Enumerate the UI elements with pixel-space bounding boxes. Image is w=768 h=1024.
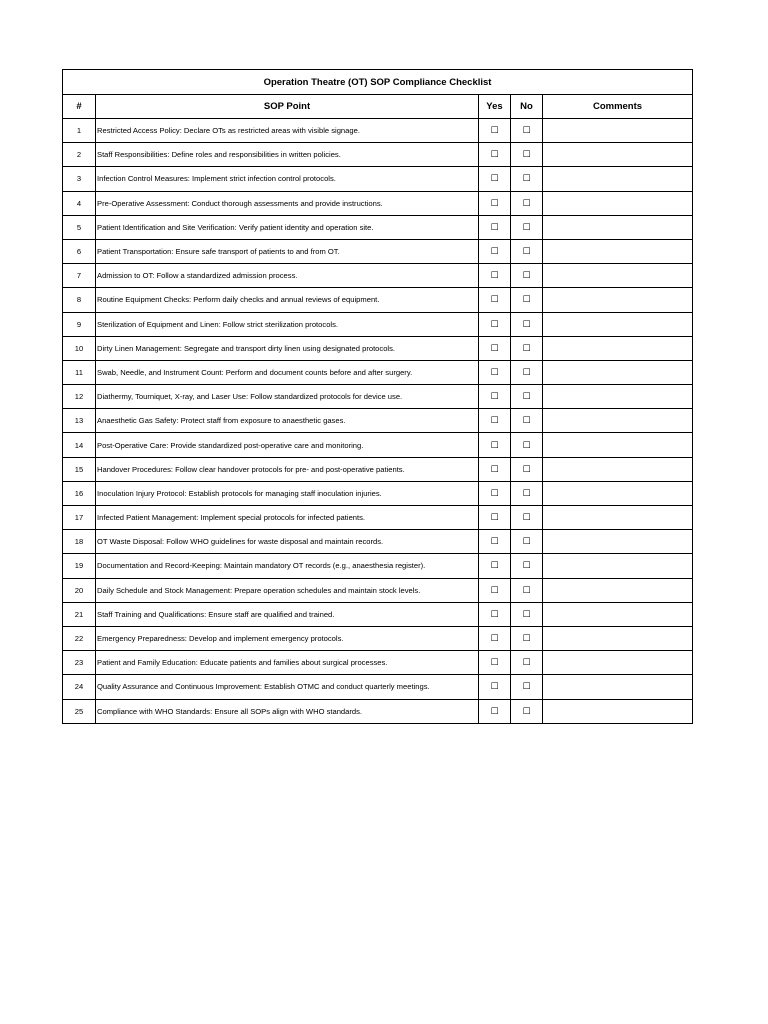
table-row [63,675,693,699]
yes-checkbox[interactable]: ☐ [479,675,511,699]
row-number: 18 [63,530,96,554]
sop-point-text: Admission to OT: Follow a standardized admission process. [96,264,479,288]
yes-checkbox[interactable]: ☐ [479,288,511,312]
yes-checkbox[interactable]: ☐ [479,336,511,360]
table-row [63,530,693,554]
sop-point-text: Staff Training and Qualifications: Ensure staff are qualified and trained. [96,602,479,626]
comments-cell[interactable] [543,675,693,699]
sop-point-text: Daily Schedule and Stock Management: Prepare operation schedules and maintain stock levels. [96,578,479,602]
sop-point-text: Post-Operative Care: Provide standardized post-operative care and monitoring. [96,433,479,457]
table-row [63,167,693,191]
row-number: 24 [63,675,96,699]
no-checkbox[interactable]: ☐ [511,651,543,675]
comments-cell[interactable] [543,167,693,191]
sop-point-text: OT Waste Disposal: Follow WHO guidelines for waste disposal and maintain records. [96,530,479,554]
row-number: 1 [63,119,96,143]
comments-cell[interactable] [543,578,693,602]
no-checkbox[interactable]: ☐ [511,119,543,143]
table-row [63,143,693,167]
row-number: 7 [63,264,96,288]
no-checkbox[interactable]: ☐ [511,239,543,263]
row-number: 5 [63,215,96,239]
comments-cell[interactable] [543,288,693,312]
yes-checkbox[interactable]: ☐ [479,119,511,143]
yes-checkbox[interactable]: ☐ [479,239,511,263]
row-number: 20 [63,578,96,602]
yes-checkbox[interactable]: ☐ [479,626,511,650]
row-number: 10 [63,336,96,360]
row-number: 14 [63,433,96,457]
comments-cell[interactable] [543,239,693,263]
no-checkbox[interactable]: ☐ [511,264,543,288]
no-checkbox[interactable]: ☐ [511,699,543,723]
row-number: 22 [63,626,96,650]
sop-point-text: Staff Responsibilities: Define roles and responsibilities in written policies. [96,143,479,167]
yes-checkbox[interactable]: ☐ [479,506,511,530]
table-row [63,191,693,215]
comments-cell[interactable] [543,360,693,384]
yes-checkbox[interactable]: ☐ [479,264,511,288]
table-row [63,626,693,650]
yes-checkbox[interactable]: ☐ [479,385,511,409]
sop-point-text: Diathermy, Tourniquet, X-ray, and Laser Use: Follow standardized protocols for device use. [96,385,479,409]
row-number: 15 [63,457,96,481]
no-checkbox[interactable]: ☐ [511,409,543,433]
yes-checkbox[interactable]: ☐ [479,457,511,481]
table-row [63,239,693,263]
checklist-title: Operation Theatre (OT) SOP Compliance Checklist [63,70,693,95]
comments-cell[interactable] [543,191,693,215]
table-row [63,360,693,384]
yes-checkbox[interactable]: ☐ [479,360,511,384]
table-row [63,602,693,626]
yes-checkbox[interactable]: ☐ [479,481,511,505]
row-number: 9 [63,312,96,336]
yes-checkbox[interactable]: ☐ [479,530,511,554]
checklist-rows [63,119,693,724]
sop-point-text: Handover Procedures: Follow clear handover protocols for pre- and post-operative patients. [96,457,479,481]
no-checkbox[interactable]: ☐ [511,626,543,650]
no-checkbox[interactable]: ☐ [511,506,543,530]
row-number: 12 [63,385,96,409]
row-number: 25 [63,699,96,723]
yes-checkbox[interactable]: ☐ [479,312,511,336]
no-checkbox[interactable]: ☐ [511,481,543,505]
sop-point-text: Patient Transportation: Ensure safe transport of patients to and from OT. [96,239,479,263]
table-row [63,409,693,433]
yes-checkbox[interactable]: ☐ [479,409,511,433]
no-checkbox[interactable]: ☐ [511,191,543,215]
comments-cell[interactable] [543,312,693,336]
comments-cell[interactable] [543,119,693,143]
sop-point-text: Restricted Access Policy: Declare OTs as restricted areas with visible signage. [96,119,479,143]
yes-checkbox[interactable]: ☐ [479,191,511,215]
comments-cell[interactable] [543,481,693,505]
sop-point-text: Infected Patient Management: Implement special protocols for infected patients. [96,506,479,530]
yes-checkbox[interactable]: ☐ [479,651,511,675]
row-number: 19 [63,554,96,578]
table-row [63,506,693,530]
yes-checkbox[interactable]: ☐ [479,433,511,457]
row-number: 21 [63,602,96,626]
checklist-sheet [62,69,693,724]
table-row [63,578,693,602]
comments-cell[interactable] [543,336,693,360]
table-row [63,385,693,409]
comments-cell[interactable] [543,409,693,433]
row-number: 13 [63,409,96,433]
comments-cell[interactable] [543,651,693,675]
yes-checkbox[interactable]: ☐ [479,167,511,191]
table-row [63,651,693,675]
no-checkbox[interactable]: ☐ [511,530,543,554]
yes-checkbox[interactable]: ☐ [479,602,511,626]
table-row [63,699,693,723]
checklist-table [62,69,693,724]
table-row [63,481,693,505]
row-number: 16 [63,481,96,505]
comments-cell[interactable] [543,554,693,578]
yes-checkbox[interactable]: ☐ [479,215,511,239]
yes-checkbox[interactable]: ☐ [479,554,511,578]
sop-point-text: Anaesthetic Gas Safety: Protect staff from exposure to anaesthetic gases. [96,409,479,433]
header-sop-point: SOP Point [96,95,479,119]
sop-point-text: Inoculation Injury Protocol: Establish protocols for managing staff inoculation injuries. [96,481,479,505]
sop-point-text: Patient and Family Education: Educate patients and families about surgical processes. [96,651,479,675]
yes-checkbox[interactable]: ☐ [479,143,511,167]
row-number: 11 [63,360,96,384]
table-row [63,264,693,288]
table-row [63,288,693,312]
table-row [63,433,693,457]
comments-cell[interactable] [543,699,693,723]
no-checkbox[interactable]: ☐ [511,554,543,578]
row-number: 2 [63,143,96,167]
no-checkbox[interactable]: ☐ [511,215,543,239]
sop-point-text: Patient Identification and Site Verification: Verify patient identity and operation site. [96,215,479,239]
no-checkbox[interactable]: ☐ [511,457,543,481]
table-row [63,336,693,360]
no-checkbox[interactable]: ☐ [511,288,543,312]
row-number: 23 [63,651,96,675]
row-number: 6 [63,239,96,263]
comments-cell[interactable] [543,264,693,288]
header-row [63,95,693,119]
no-checkbox[interactable]: ☐ [511,385,543,409]
no-checkbox[interactable]: ☐ [511,433,543,457]
no-checkbox[interactable]: ☐ [511,578,543,602]
table-row [63,457,693,481]
table-row [63,554,693,578]
sop-point-text: Documentation and Record-Keeping: Maintain mandatory OT records (e.g., anaesthesia register). [96,554,479,578]
row-number: 3 [63,167,96,191]
header-yes: Yes [479,95,511,119]
sop-point-text: Dirty Linen Management: Segregate and transport dirty linen using designated protocols. [96,336,479,360]
sop-point-text: Pre-Operative Assessment: Conduct thorough assessments and provide instructions. [96,191,479,215]
table-row [63,119,693,143]
table-row [63,215,693,239]
sop-point-text: Emergency Preparedness: Develop and implement emergency protocols. [96,626,479,650]
comments-cell[interactable] [543,626,693,650]
no-checkbox[interactable]: ☐ [511,360,543,384]
no-checkbox[interactable]: ☐ [511,167,543,191]
comments-cell[interactable] [543,433,693,457]
row-number: 4 [63,191,96,215]
comments-cell[interactable] [543,506,693,530]
comments-cell[interactable] [543,143,693,167]
comments-cell[interactable] [543,602,693,626]
yes-checkbox[interactable]: ☐ [479,578,511,602]
sop-point-text: Sterilization of Equipment and Linen: Follow strict sterilization protocols. [96,312,479,336]
header-no: No [511,95,543,119]
no-checkbox[interactable]: ☐ [511,143,543,167]
yes-checkbox[interactable]: ☐ [479,699,511,723]
sop-point-text: Swab, Needle, and Instrument Count: Perform and document counts before and after surgery. [96,360,479,384]
table-row [63,312,693,336]
sop-point-text: Routine Equipment Checks: Perform daily checks and annual reviews of equipment. [96,288,479,312]
header-number: # [63,95,96,119]
comments-cell[interactable] [543,457,693,481]
comments-cell[interactable] [543,385,693,409]
comments-cell[interactable] [543,215,693,239]
no-checkbox[interactable]: ☐ [511,336,543,360]
row-number: 8 [63,288,96,312]
no-checkbox[interactable]: ☐ [511,602,543,626]
sop-point-text: Infection Control Measures: Implement strict infection control protocols. [96,167,479,191]
header-comments: Comments [543,95,693,119]
row-number: 17 [63,506,96,530]
no-checkbox[interactable]: ☐ [511,675,543,699]
sop-point-text: Quality Assurance and Continuous Improvement: Establish OTMC and conduct quarterly meetings. [96,675,479,699]
no-checkbox[interactable]: ☐ [511,312,543,336]
comments-cell[interactable] [543,530,693,554]
sop-point-text: Compliance with WHO Standards: Ensure all SOPs align with WHO standards. [96,699,479,723]
